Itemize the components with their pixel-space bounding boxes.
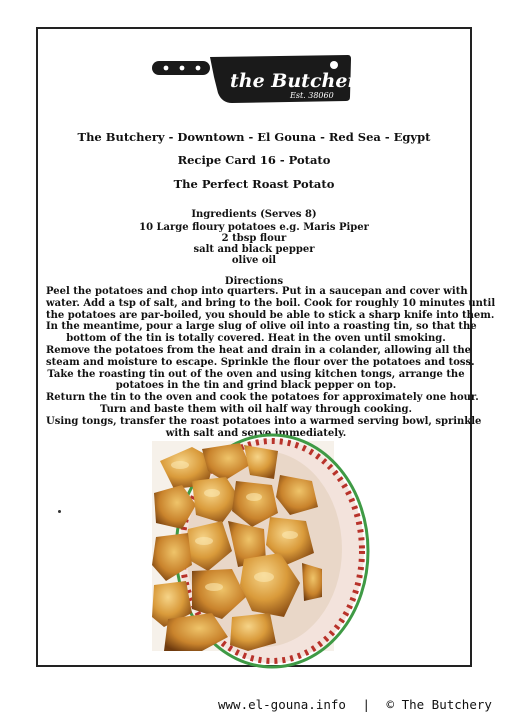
butchery-logo <box>152 53 369 105</box>
direction-line: with salt and serve immediately. <box>165 427 347 439</box>
direction-line: Using tongs, transfer the roast potatoes into a warmed serving bowl, sprinkle <box>46 415 482 427</box>
footer <box>218 697 492 712</box>
direction-line: water. Add a tsp of salt, and bring to the boil. Cook for roughly 10 minutes until <box>46 297 496 309</box>
ingredients-heading: Ingredients (Serves 8) <box>191 209 317 220</box>
direction-line: Turn and baste them with oil half way through cooking. <box>100 403 412 415</box>
ingredient-item: 10 Large floury potatoes e.g. Maris Piper <box>139 222 369 233</box>
recipe-card <box>36 27 496 667</box>
roast-potatoes-image <box>152 441 334 651</box>
ingredients-list <box>38 222 470 266</box>
svg-text:Est. 38060: Est. 38060 <box>290 91 334 100</box>
direction-line: steam and moisture to escape. Sprinkle the flour over the potatoes and toss. <box>46 356 475 368</box>
direction-line: potatoes in the tin and grind black pepper on top. <box>115 380 397 392</box>
roast-potatoes-photo <box>152 441 334 651</box>
direction-line: Peel the potatoes and chop into quarters. Put in a saucepan and cover with <box>46 286 468 297</box>
header-location: The Butchery - Downtown - El Gouna - Red Sea - Egypt <box>77 130 431 144</box>
speck-mark <box>58 510 61 513</box>
recipe-card-number: Recipe Card 16 - Potato <box>177 153 331 167</box>
direction-line: the potatoes are par-boiled, you should be able to stick a sharp knife into them. <box>46 309 495 321</box>
direction-line: bottom of the tin is totally covered. Heat in the oven until smoking. <box>66 333 446 345</box>
footer-copyright: © The Butchery <box>386 697 492 712</box>
direction-line: In the meantime, pour a large slug of olive oil into a roasting tin, so that the <box>46 321 477 333</box>
directions-heading: Directions <box>224 276 284 287</box>
direction-line: Take the roasting tin out of the oven and using kitchen tongs, arrange the <box>47 368 465 380</box>
cleaver-logo-icon <box>152 53 369 105</box>
ingredient-item: salt and black pepper <box>193 244 315 255</box>
svg-text:the Butchery: the Butchery <box>230 70 369 92</box>
footer-website-link[interactable]: www.el-gouna.info <box>218 697 346 712</box>
ingredient-item: 2 tbsp flour <box>221 233 287 244</box>
recipe-title: The Perfect Roast Potato <box>173 177 335 191</box>
ingredient-item: olive oil <box>231 255 277 266</box>
directions-text <box>46 286 496 439</box>
direction-line: Remove the potatoes from the heat and drain in a colander, allowing all the <box>46 344 471 356</box>
direction-line: Return the tin to the oven and cook the potatoes for approximately one hour. <box>46 392 479 404</box>
footer-separator: | <box>362 697 370 712</box>
